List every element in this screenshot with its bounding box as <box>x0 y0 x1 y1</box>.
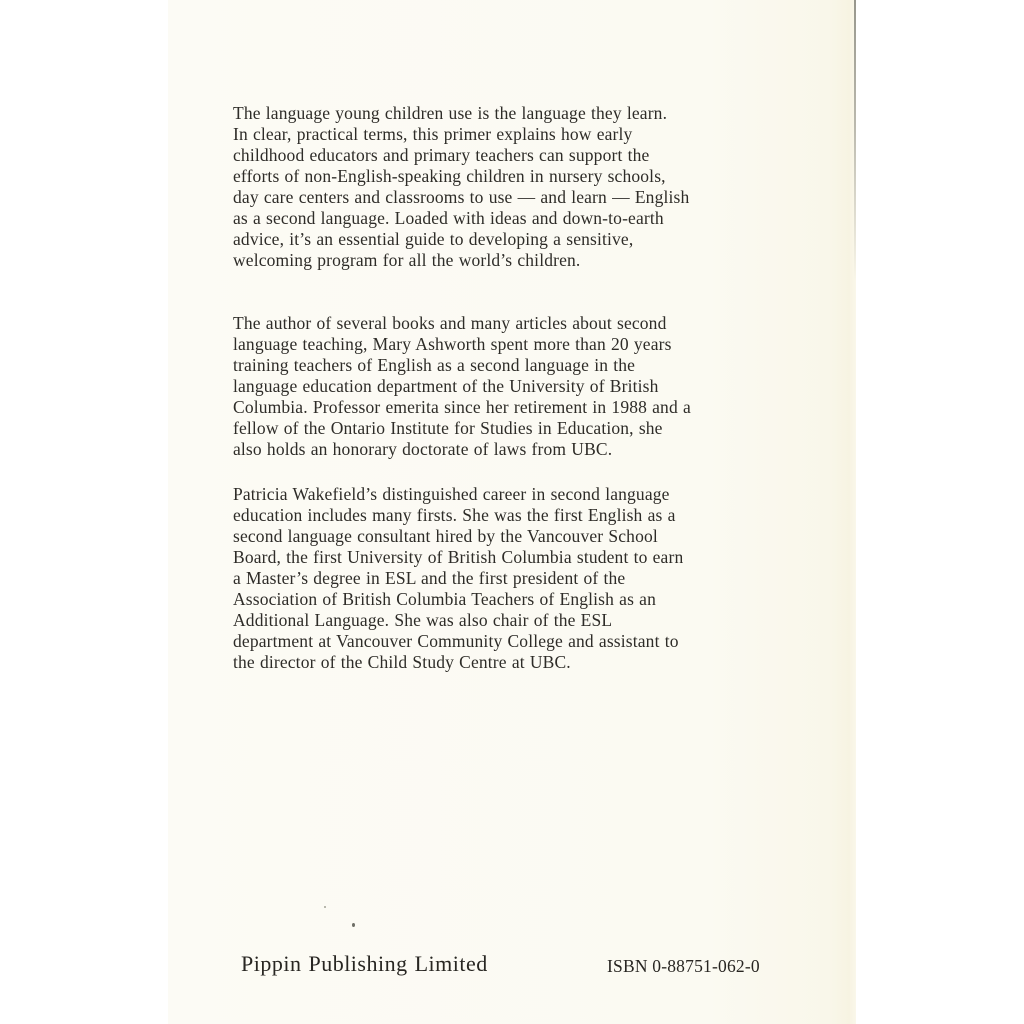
scan-dust-speck <box>352 923 355 927</box>
text-line: Board, the first University of British Columbia student to earn <box>233 547 684 567</box>
text-line: training teachers of English as a second language in the <box>233 355 636 375</box>
text-line: Columbia. Professor emerita since her retirement in 1988 and a <box>233 397 691 417</box>
text-line: Patricia Wakefield’s distinguished career in second language <box>233 484 670 504</box>
text-line: a Master’s degree in ESL and the first president of the <box>233 568 626 588</box>
text-line: education includes many firsts. She was the first English as a <box>233 505 676 525</box>
isbn-number: ISBN 0-88751-062-0 <box>607 956 760 976</box>
text-line: language teaching, Mary Ashworth spent more than 20 years <box>233 334 672 354</box>
page-edge-shadow <box>854 0 856 280</box>
text-line: efforts of non-English-speaking children in nursery schools, <box>233 166 666 186</box>
author-bio-patricia-wakefield <box>233 484 713 673</box>
text-line: day care centers and classrooms to use — and learn — English <box>233 187 690 207</box>
book-back-cover-page <box>168 0 856 1024</box>
scan-dust-speck <box>324 906 326 908</box>
text-line: Additional Language. She was also chair of the ESL <box>233 610 613 630</box>
text-line: In clear, practical terms, this primer explains how early <box>233 124 633 144</box>
publisher-name: Pippin Publishing Limited <box>241 951 488 976</box>
text-line: The language young children use is the language they learn. <box>233 103 668 123</box>
synopsis-paragraph <box>233 103 713 271</box>
text-line: the director of the Child Study Centre at UBC. <box>233 652 571 672</box>
text-line: language education department of the University of British <box>233 376 659 396</box>
author-bio-mary-ashworth <box>233 313 713 460</box>
text-line: second language consultant hired by the Vancouver School <box>233 526 658 546</box>
text-line: childhood educators and primary teachers can support the <box>233 145 650 165</box>
text-line: welcoming program for all the world’s children. <box>233 250 581 270</box>
text-line: Association of British Columbia Teachers of English as an <box>233 589 656 609</box>
text-line: department at Vancouver Community College and assistant to <box>233 631 679 651</box>
text-line: fellow of the Ontario Institute for Studies in Education, she <box>233 418 663 438</box>
text-line: The author of several books and many articles about second <box>233 313 667 333</box>
text-line: as a second language. Loaded with ideas and down-to-earth <box>233 208 664 228</box>
text-line: also holds an honorary doctorate of laws from UBC. <box>233 439 613 459</box>
text-line: advice, it’s an essential guide to developing a sensitive, <box>233 229 634 249</box>
